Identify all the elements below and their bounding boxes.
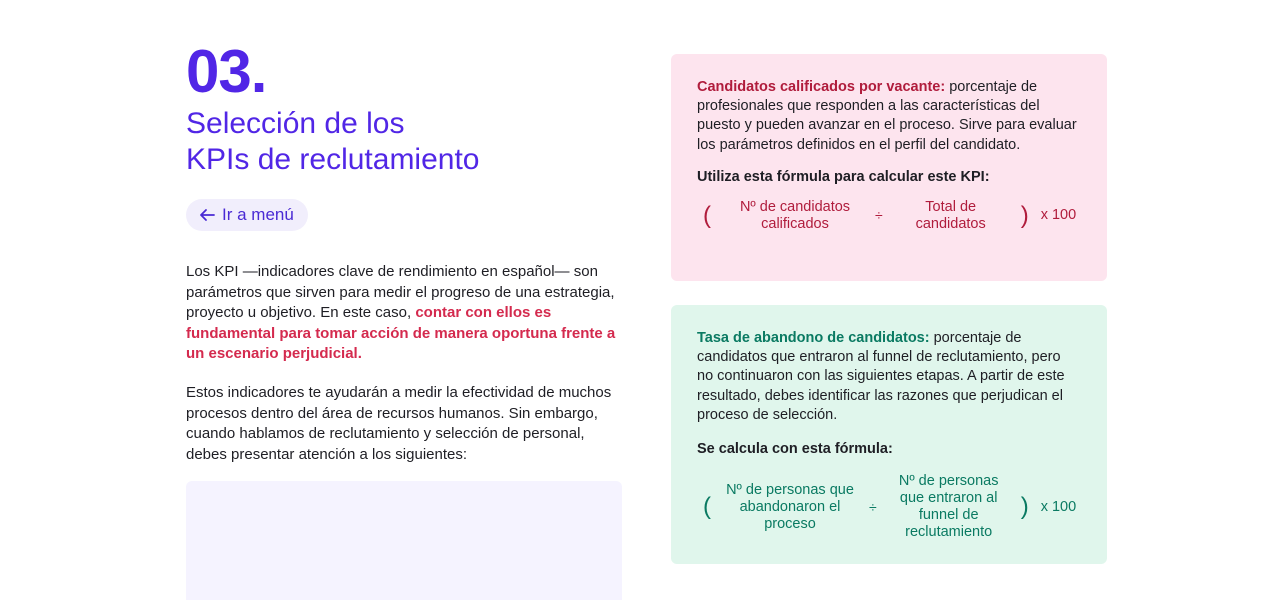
- intro-text: Los KPI —indicadores clave de rendimiento en español— son parámetros que sirven para medir el progreso de una estrategia, proyecto u objetivo. En este caso,: [186, 263, 615, 321]
- kpi-intro-paragraph: Estos indicadores te ayudarán a medir la efectividad de muchos procesos dentro del área de recursos humanos. Sin embargo, cuando hablamos de reclutamiento y selección de personal, debes presentar atención a los siguientes:: [186, 384, 612, 463]
- section-title-line1: Selección de los: [186, 107, 405, 140]
- formula-multiplier: x 100: [1040, 498, 1077, 515]
- content-placeholder-box: [186, 481, 622, 600]
- section-title: [186, 106, 606, 178]
- kpi-definition: porcentaje de profesionales que responden a las características del puesto y pueden avanzar en el proceso. Sirve para evaluar los parámetros definidos en el perfil del candidato.: [697, 79, 1077, 153]
- formula-multiplier: x 100: [1040, 207, 1077, 224]
- formula-numerator: Nº de personas que abandonaron el proceso: [726, 481, 854, 532]
- section-title-line2: KPIs de reclutamiento: [186, 143, 480, 176]
- section-number: 03.: [186, 38, 267, 105]
- formula-label: Utiliza esta fórmula para calcular este KPI:: [697, 168, 990, 185]
- back-to-menu-label: Ir a menú: [222, 205, 294, 224]
- kpi-description: [697, 78, 1077, 155]
- formula-close-paren: ): [1020, 493, 1029, 521]
- formula-close-paren: ): [1020, 201, 1029, 229]
- back-to-menu-button[interactable]: [186, 199, 308, 231]
- formula-divide-operator: ÷: [875, 207, 883, 224]
- formula: [697, 473, 1081, 541]
- kpi-card-abandonment-rate: [671, 305, 1107, 564]
- intro-highlight: contar con ellos es fundamental para tomar acción de manera oportuna frente a un escenario perjudicial.: [186, 304, 616, 362]
- formula-numerator: Nº de candidatos calificados: [739, 198, 851, 232]
- kpi-description: [697, 329, 1077, 425]
- arrow-left-icon: [198, 208, 216, 222]
- kpi-definition: porcentaje de candidatos que entraron al funnel de reclutamiento, pero no continuaron con las siguientes etapas. A partir de este resultado, debes identificar las razones que perjudican el proceso de selección.: [697, 330, 1065, 423]
- formula-divide-operator: ÷: [869, 498, 877, 515]
- intro-paragraph: [186, 262, 626, 365]
- formula: [697, 199, 1081, 233]
- kpi-term: Candidatos calificados por vacante:: [697, 79, 946, 95]
- formula-denominator: Total de candidatos: [915, 198, 986, 232]
- formula-open-paren: (: [703, 493, 711, 521]
- formula-label: Se calcula con esta fórmula:: [697, 441, 893, 458]
- kpi-term: Tasa de abandono de candidatos:: [697, 330, 930, 346]
- kpi-card-qualified-candidates: [671, 54, 1107, 281]
- formula-denominator: Nº de personas que entraron al funnel de reclutamiento: [898, 473, 999, 541]
- formula-open-paren: (: [703, 201, 711, 229]
